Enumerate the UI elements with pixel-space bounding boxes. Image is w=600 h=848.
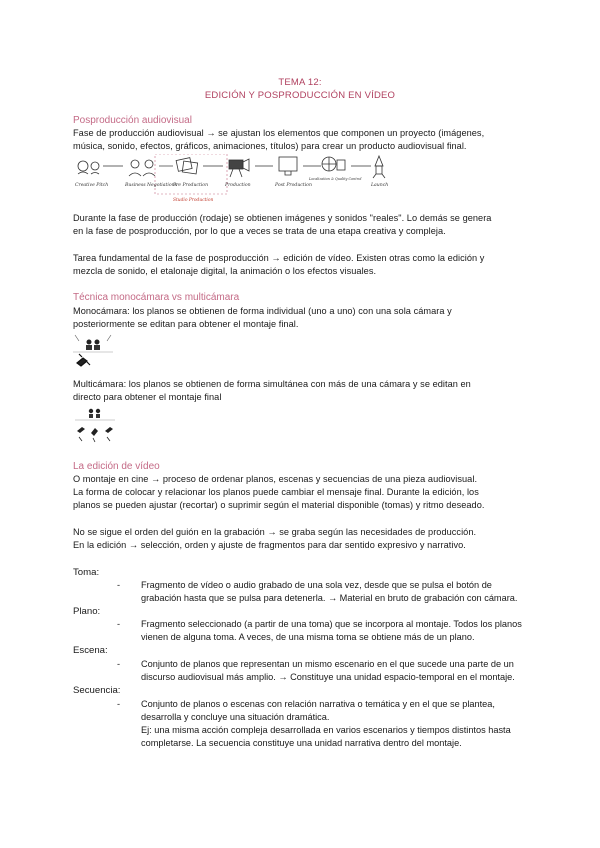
paragraph-line: No se sigue el orden del guión en la grabación → se graba según las necesidades de producción. [73,527,477,537]
diagram-caption: Studio Production [173,198,214,203]
multicamera-illustration [73,405,117,445]
paragraph-line: posteriormente se editan para obtener el montaje final. [73,319,299,329]
diagram-label: Business Negotiations [125,183,177,188]
section-heading-posproduccion: Posproducción audiovisual [73,115,192,126]
diagram-label: Creative Pitch [75,183,109,188]
diagram-label: Localization & Quality Control [309,177,362,181]
term-label: Secuencia: [73,685,121,696]
paragraph-line: en la fase de posproducción, por lo que a veces se trata de una etapa creativa y compleja. [73,226,446,236]
list-bullet: - [117,619,121,629]
paragraph-line: O montaje en cine → proceso de ordenar planos, escenas y secuencias de una pieza audiovisual. [73,474,478,484]
term-label: Toma: [73,567,100,578]
paragraph-line: La forma de colocar y relacionar los planos puede cambiar el mensaje final. Durante la edición, los [73,487,479,497]
paragraph-line: Fase de producción audiovisual → se ajustan los elementos que componen un proyecto (imágenes, [73,128,485,138]
term-label: Plano: [73,606,101,617]
section-heading-tecnica: Técnica monocámara vs multicámara [73,292,240,303]
page-title-line2: EDICIÓN Y POSPRODUCCIÓN EN VÍDEO [204,90,396,101]
paragraph-line: Durante la fase de producción (rodaje) se obtienen imágenes y sonidos "reales". Lo demás se genera [73,213,492,223]
diagram-label: Pre Production [173,183,209,188]
section-heading-edicion: La edición de vídeo [73,461,160,472]
monocamera-illustration [73,333,113,371]
paragraph-line: directo para obtener el montaje final [73,392,222,402]
list-bullet: - [117,580,121,590]
list-bullet: - [117,659,121,669]
diagram-label: Post Production [275,183,312,188]
business-negotiations-icon [129,160,155,176]
monitor-icon [279,157,297,175]
dashed-frame [155,154,227,194]
pre-production-icon [176,158,198,174]
list-item-line: completarse. La secuencia constituye una unidad narrativa dentro del montaje. [141,738,462,748]
list-item-line: discurso audiovisual más amplio. → Constituye una unidad espacio-temporal en el montaje. [141,672,515,682]
list-item-line: grabación hasta que se pulsa para detenerla. → Material en bruto de grabación con cámara. [141,593,518,603]
list-item-line: Fragmento seleccionado (a partir de una toma) que se incorpora al montaje. Todos los planos [141,619,522,629]
creative-pitch-icon [78,161,99,174]
list-item-line: Ej: una misma acción compleja desarrollada en varios escenarios y tiempos distintos hasta [141,725,511,735]
list-item-line: Conjunto de planos o escenas con relación narrativa o temática y en el que se plantea, [141,699,495,709]
list-item-line: desarrolla y concluye una situación dramática. [141,712,330,722]
page-title-line1: TEMA 12: [278,77,322,88]
list-item-line: Conjunto de planos que representan un mismo escenario en el que sucede una parte de un [141,659,514,669]
paragraph-line: planos se pueden ajustar (recortar) o suprimir según el material disponible (tomas) y ritmo deseado. [73,500,485,510]
paragraph-line: mezcla de sonido, el etalonaje digital, la animación o los efectos visuales. [73,266,377,276]
list-item-line: vienen de alguna toma. A veces, de una misma toma se obtiene más de un plano. [141,632,475,642]
production-pipeline-illustration [73,154,513,206]
paragraph-line: Multicámara: los planos se obtienen de forma simultánea con más de una cámara y se editan en [73,379,471,389]
camera-icon [229,159,249,177]
localization-icon [322,157,345,171]
paragraph-line: Tarea fundamental de la fase de posproducción → edición de vídeo. Existen otras como la edición y [73,253,485,263]
paragraph-line: música, sonido, efectos, gráficos, animaciones, títulos) para crear un producto audiovisual final. [73,141,467,151]
paragraph-line: Monocámara: los planos se obtienen de forma individual (uno a uno) con una sola cámara y [73,306,452,316]
paragraph-line: En la edición → selección, orden y ajuste de fragmentos para dar sentido expresivo y narrativo. [73,540,466,550]
diagram-label: Production [225,183,251,188]
diagram-label: Launch [371,183,389,188]
launch-icon [373,156,385,178]
list-bullet: - [117,699,121,709]
term-label: Escena: [73,645,108,656]
list-item-line: Fragmento de vídeo o audio grabado de una sola vez, desde que se pulsa el botón de [141,580,492,590]
